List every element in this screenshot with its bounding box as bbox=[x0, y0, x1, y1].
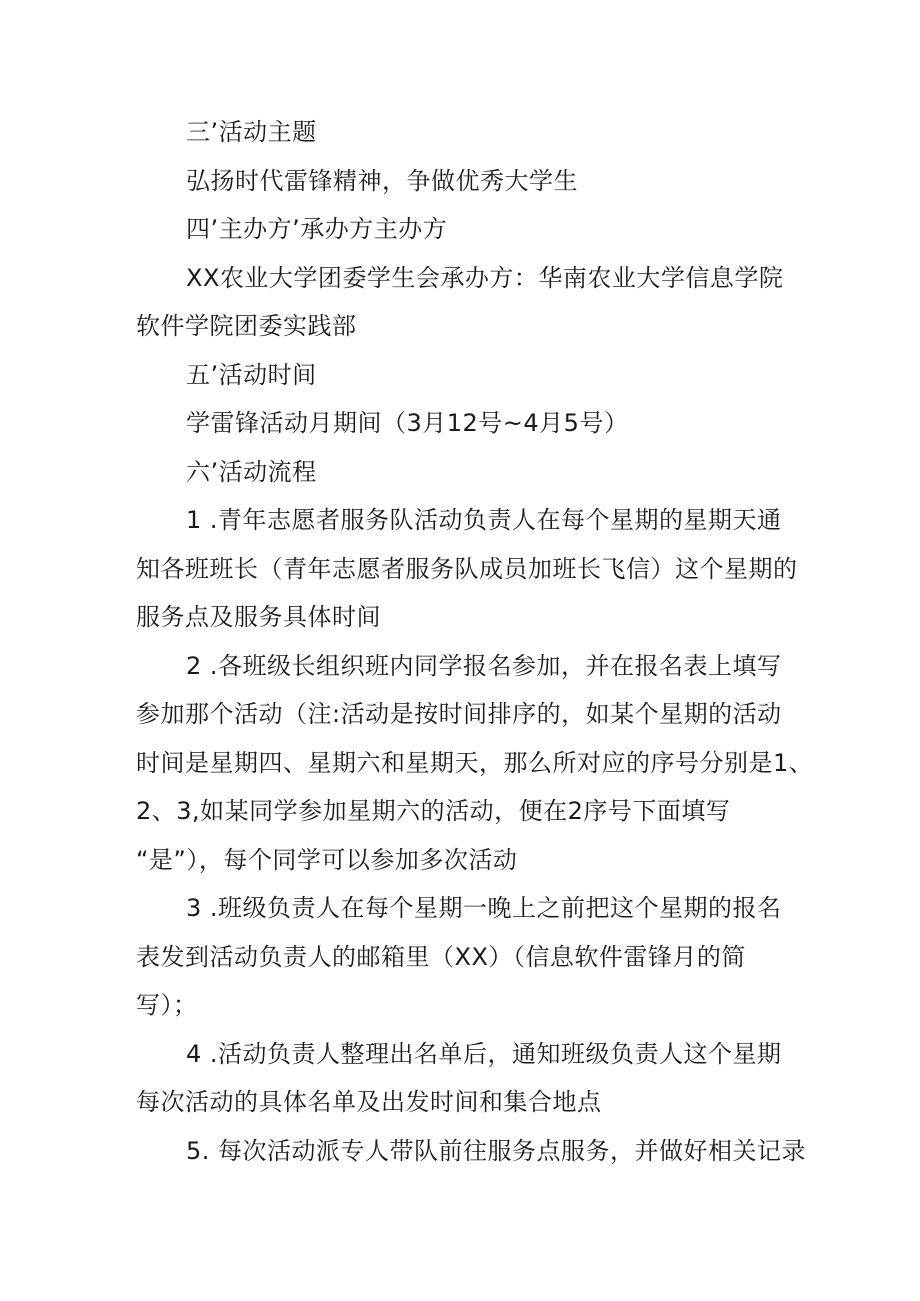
step-2-line-3: 时间是星期四、星期六和星期天，那么所对应的序号分别是1、 bbox=[136, 749, 814, 777]
step-2-line-2: 参加那个活动（注:活动是按时间排序的，如某个星期的活动 bbox=[136, 700, 782, 728]
heading-activity-theme: 三’活动主题 bbox=[186, 118, 317, 146]
organizers-text-line-2: 软件学院团委实践部 bbox=[136, 312, 357, 340]
step-1-line-2: 知各班班长（青年志愿者服务队成员加班长飞信）这个星期的 bbox=[136, 555, 798, 583]
step-4-line-1: 4 .活动负责人整理出名单后，通知班级负责人这个星期 bbox=[186, 1040, 782, 1068]
step-3-line-3: 写）； bbox=[136, 991, 198, 1019]
heading-organizers: 四’主办方’承办方主办方 bbox=[186, 215, 448, 243]
heading-activity-time: 五’活动时间 bbox=[186, 361, 317, 389]
step-4-line-2: 每次活动的具体名单及出发时间和集合地点 bbox=[136, 1088, 602, 1116]
step-2-line-1: 2 .各班级长组织班内同学报名参加，并在报名表上填写 bbox=[186, 652, 782, 680]
step-3-line-1: 3 .班级负责人在每个星期一晚上之前把这个星期的报名 bbox=[186, 894, 782, 922]
organizers-text-line-1: XX农业大学团委学生会承办方：华南农业大学信息学院 bbox=[186, 264, 784, 292]
step-2-line-4: 2、3,如某同学参加星期六的活动，便在2序号下面填写 bbox=[136, 797, 731, 825]
activity-time-text: 学雷锋活动月期间（3月12号~4月5号） bbox=[186, 409, 629, 437]
step-1-line-3: 服务点及服务具体时间 bbox=[136, 603, 381, 631]
step-1-line-1: 1 .青年志愿者服务队活动负责人在每个星期的星期天通 bbox=[186, 506, 782, 534]
heading-activity-process: 六’活动流程 bbox=[186, 458, 317, 486]
step-2-line-5: “是”），每个同学可以参加多次活动 bbox=[136, 846, 518, 874]
step-3-line-2: 表发到活动负责人的邮箱里（XX）（信息软件雷锋月的简 bbox=[136, 943, 746, 971]
step-5-line-1: 5. 每次活动派专人带队前往服务点服务，并做好相关记录 bbox=[186, 1137, 807, 1165]
theme-text: 弘扬时代雷锋精神，争做优秀大学生 bbox=[186, 167, 578, 195]
